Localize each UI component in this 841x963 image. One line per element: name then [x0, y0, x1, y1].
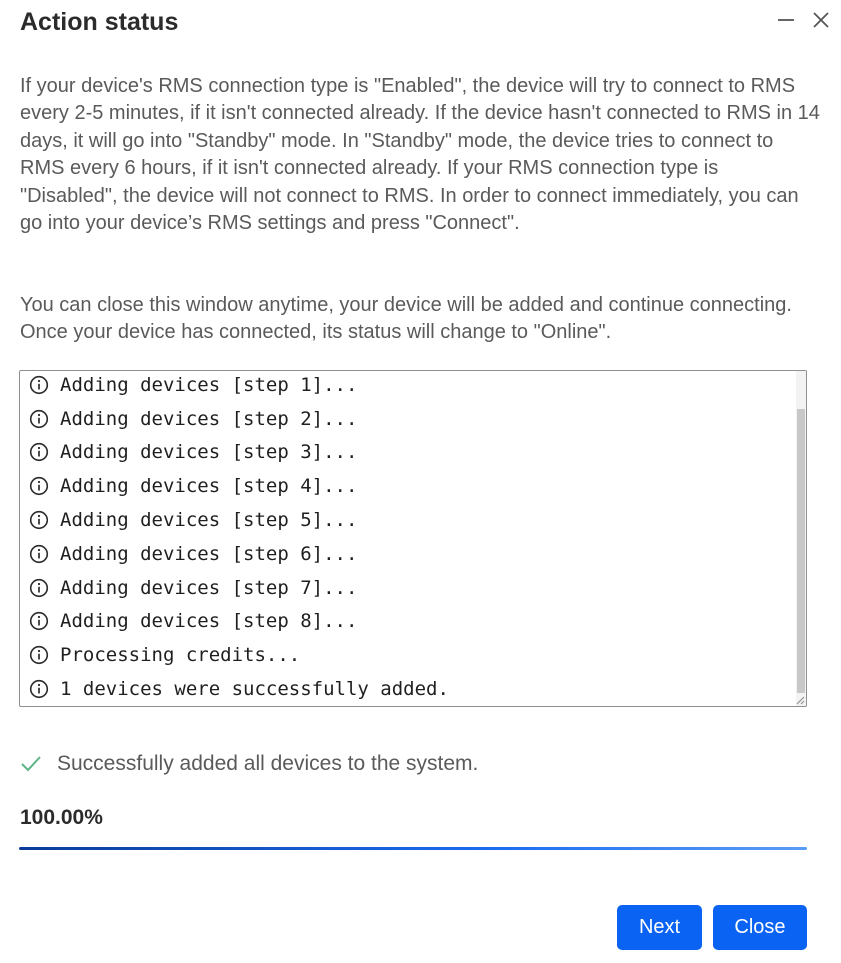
check-icon [20, 753, 42, 775]
log-item [20, 469, 796, 503]
progress-bar [19, 847, 807, 850]
info-circle-icon [29, 544, 49, 564]
log-item [20, 638, 796, 672]
info-circle-icon [29, 679, 49, 699]
next-button[interactable]: Next [617, 905, 702, 950]
log-item [20, 672, 796, 706]
close-window-button[interactable] [809, 8, 833, 32]
log-item-text: Adding devices [step 6]... [60, 542, 358, 565]
dialog-title: Action status [20, 8, 179, 36]
info-circle-icon [29, 375, 49, 395]
log-item [20, 537, 796, 571]
log-scrollbar[interactable] [796, 371, 806, 706]
log-item [20, 402, 796, 436]
info-circle-icon [29, 476, 49, 496]
rms-info-paragraph: If your device's RMS connection type is "Enabled", the device will try to connect to RMS every 2-5 minutes, if it isn't connected already. If the device hasn't connected to RMS in 14 days, it will go into "Standby" mode. In "Standby" mode, the device tries to connect to RMS every 6 hours, if it isn't connected already. If your RMS connection type is "Disabled", the device will not connect to RMS. In order to connect immediately, you can go into your device’s RMS settings and press "Connect". [20, 75, 820, 235]
log-item-text: Adding devices [step 5]... [60, 509, 358, 532]
info-circle-icon [29, 409, 49, 429]
info-circle-icon [29, 645, 49, 665]
log-item [20, 436, 796, 470]
progress-percent: 100.00% [20, 806, 103, 829]
log-item-text: Adding devices [step 3]... [60, 441, 358, 464]
info-circle-icon [29, 442, 49, 462]
log-scrollbar-thumb[interactable] [797, 409, 805, 693]
info-circle-icon [29, 578, 49, 598]
minimize-button[interactable] [774, 8, 798, 32]
log-item-text: Adding devices [step 4]... [60, 475, 358, 498]
close-info-paragraph: You can close this window anytime, your device will be added and continue connecting. Once your device has connected, its status will change to "Online". [20, 294, 792, 344]
success-status [20, 752, 478, 776]
action-log-textarea[interactable] [19, 370, 807, 707]
minimize-icon [774, 8, 798, 32]
resize-grip-icon[interactable] [796, 696, 805, 705]
log-item-text: Adding devices [step 1]... [60, 373, 358, 396]
log-item-text: Adding devices [step 7]... [60, 576, 358, 599]
log-item [20, 370, 796, 402]
log-item-text: 1 devices were successfully added. [60, 678, 449, 701]
log-item-text: Adding devices [step 2]... [60, 407, 358, 430]
info-circle-icon [29, 510, 49, 530]
progress-bar-fill [19, 847, 807, 850]
log-list [20, 371, 796, 707]
log-item [20, 571, 796, 605]
close-button[interactable]: Close [713, 905, 807, 950]
log-item-text: Adding devices [step 8]... [60, 610, 358, 633]
info-circle-icon [29, 611, 49, 631]
log-item [20, 605, 796, 639]
log-item-text: Processing credits... [60, 644, 301, 667]
success-message: Successfully added all devices to the system. [57, 752, 479, 775]
close-icon [809, 8, 833, 32]
log-item [20, 503, 796, 537]
